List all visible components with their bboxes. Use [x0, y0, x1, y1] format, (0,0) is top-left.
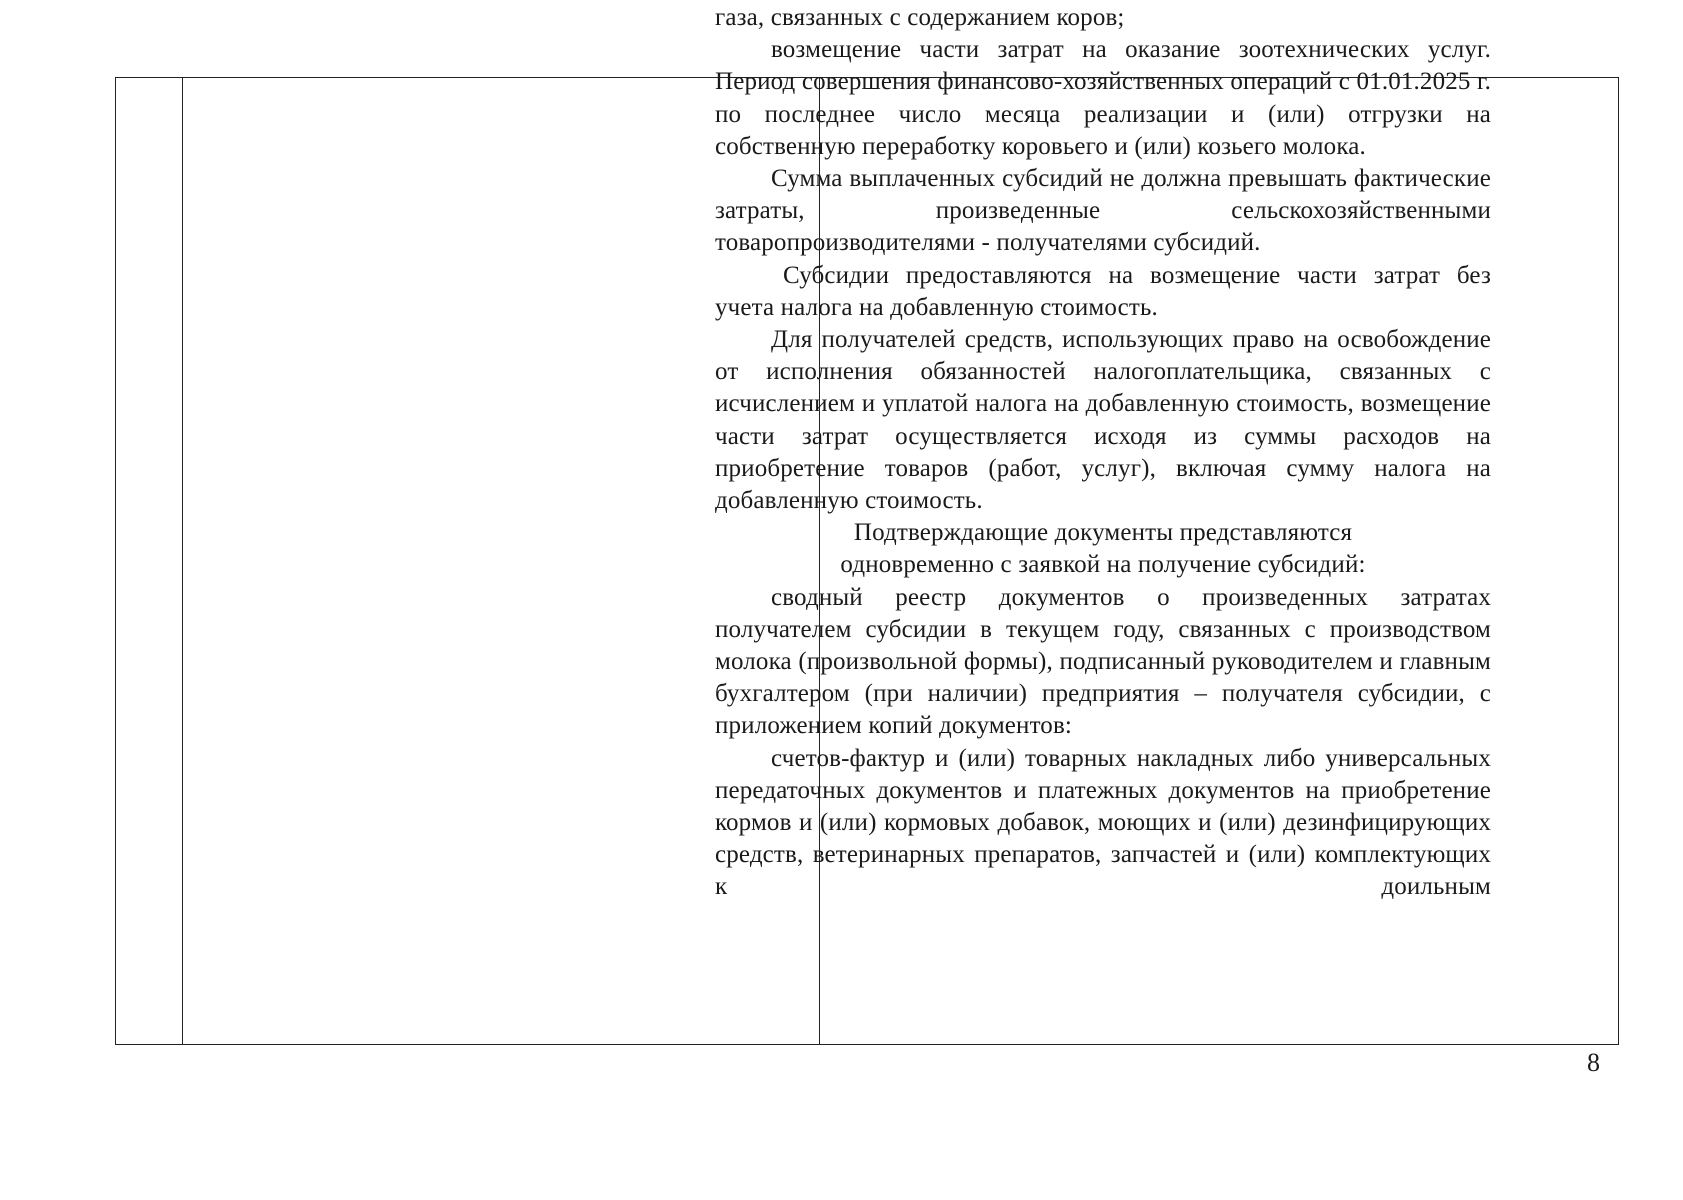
- paragraph: Сумма выплаченных субсидий не должна превышать фактические затраты, произведенные сельскохозяйственными товаропроизводителями - получателями субсидий.: [715, 165, 1491, 257]
- paragraph: Субсидии предоставляются на возмещение части затрат без учета налога на добавленную стоимость.: [715, 261, 1491, 321]
- paragraph: сводный реестр документов о произведенных затратах получателем субсидии в текущем году, связанных с производством молока (произвольной формы), подписанный руководителем и главным бухгалтером (при наличии) предприятия – получателя субсидии, с приложением копий документов:: [715, 583, 1491, 740]
- paragraph: возмещение части затрат на оказание зоотехнических услуг. Период совершения финансово-хозяйственных операций с 01.01.2025 г. по последнее число месяца реализации и (или) отгрузки на собственную переработку коровьего и (или) козьего молока.: [715, 36, 1491, 160]
- paragraph-heading: Подтверждающие документы представляются: [853, 519, 1353, 547]
- page-number: 8: [1587, 1048, 1600, 1077]
- paragraph-heading: одновременно с заявкой на получение субсидий:: [840, 551, 1366, 579]
- paragraph: Для получателей средств, использующих право на освобождение от исполнения обязанностей налогоплательщика, связанных с исчислением и уплатой налога на добавленную стоимость, возмещение части затрат осуществляется исходя из суммы расходов на приобретение товаров (работ, услуг), включая сумму налога на добавленную стоимость.: [715, 326, 1491, 515]
- column-divider-1: [182, 78, 183, 1044]
- table-cell-text: [715, 2, 1491, 904]
- paragraph: счетов-фактур и (или) товарных накладных либо универсальных передаточных документов и платежных документов на приобретение кормов и (или) кормовых добавок, моющих и (или) дезинфицирующих средств, ветеринарных препаратов, запчастей и (или) комплектующих к доильным: [715, 744, 1491, 901]
- paragraph: газа, связанных с содержанием коров;: [715, 4, 1125, 31]
